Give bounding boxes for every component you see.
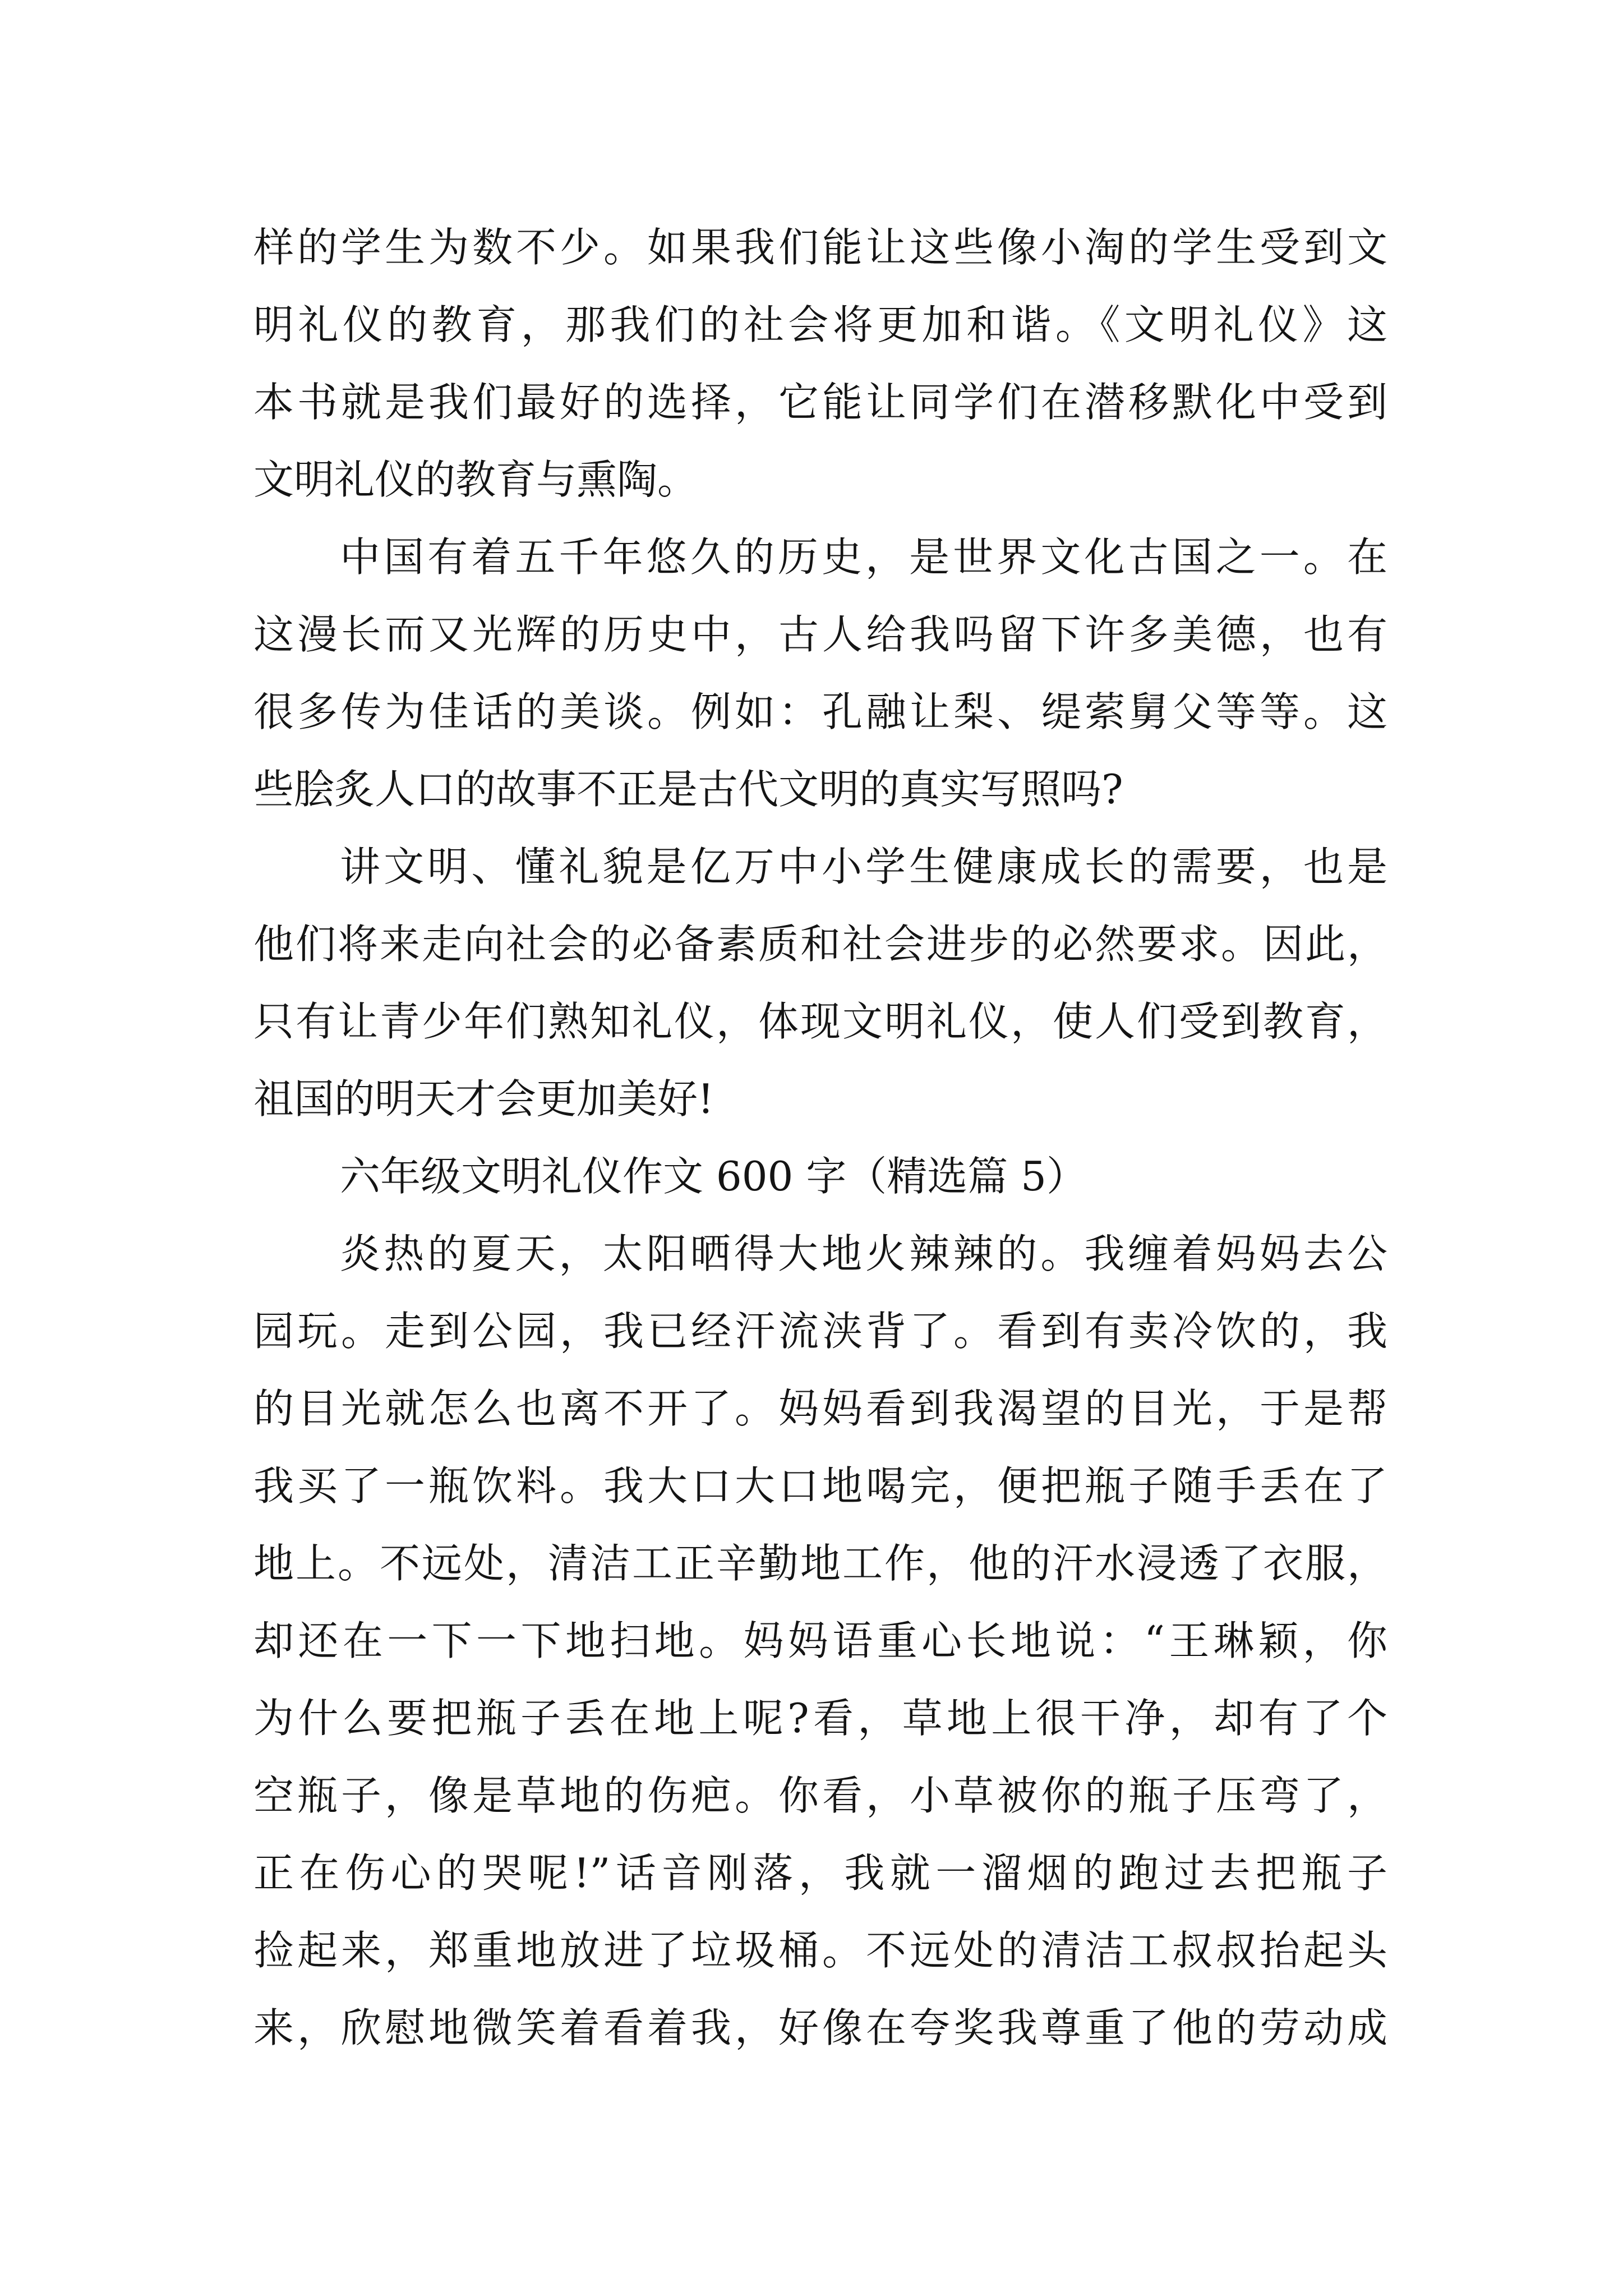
text-line: 却还在一下一下地扫地。妈妈语重心长地说：“王琳颖，你: [253, 1617, 1387, 1664]
text-line: 文明礼仪的教育与熏陶。: [253, 456, 698, 503]
text-column: [253, 209, 1387, 2067]
text-line: 讲文明、懂礼貌是亿万中小学生健康成长的需要，也是: [340, 843, 1387, 890]
paragraph: [253, 209, 1387, 518]
text-line: 炎热的夏天，太阳晒得大地火辣辣的。我缠着妈妈去公: [340, 1230, 1387, 1277]
text-line: 为什么要把瓶子丢在地上呢?看，草地上很干净，却有了个: [253, 1695, 1387, 1742]
text-line: 明礼仪的教育，那我们的社会将更加和谐。《文明礼仪》这: [253, 301, 1387, 348]
text-line: 只有让青少年们熟知礼仪，体现文明礼仪，使人们受到教育，: [253, 998, 1387, 1045]
text-line: 的目光就怎么也离不开了。妈妈看到我渴望的目光，于是帮: [253, 1385, 1387, 1432]
text-line: 祖国的明天才会更加美好!: [253, 1075, 714, 1122]
text-line: 这漫长而又光辉的历史中，古人给我吗留下许多美德，也有: [253, 611, 1387, 658]
text-line: 捡起来，郑重地放进了垃圾桶。不远处的清洁工叔叔抬起头: [253, 1927, 1387, 1974]
text-line: 正在伤心的哭呢!”话音刚落，我就一溜烟的跑过去把瓶子: [253, 1849, 1387, 1897]
paragraph: [253, 828, 1387, 1138]
paragraph: [253, 1215, 1387, 2067]
text-line: 园玩。走到公园，我已经汗流浃背了。看到有卖冷饮的，我: [253, 1308, 1387, 1355]
text-line: 来，欣慰地微笑着看着我，好像在夸奖我尊重了他的劳动成: [253, 2004, 1387, 2051]
text-line: 我买了一瓶饮料。我大口大口地喝完，便把瓶子随手丢在了: [253, 1462, 1387, 1510]
text-line: 本书就是我们最好的选择，它能让同学们在潜移默化中受到: [253, 379, 1387, 426]
text-line: 空瓶子，像是草地的伤疤。你看，小草被你的瓶子压弯了，: [253, 1772, 1387, 1819]
text-line: 样的学生为数不少。如果我们能让这些像小淘的学生受到文: [253, 224, 1387, 271]
section-heading: 六年级文明礼仪作文 600 字（精选篇 5）: [340, 1153, 1087, 1200]
text-line: 很多传为佳话的美谈。例如：孔融让梨、缇萦舅父等等。这: [253, 688, 1387, 735]
text-line: 地上。不远处，清洁工正辛勤地工作，他的汗水浸透了衣服，: [253, 1540, 1387, 1587]
paragraph: [253, 518, 1387, 828]
text-line: 中国有着五千年悠久的历史，是世界文化古国之一。在: [340, 533, 1387, 581]
text-line: 些脍炙人口的故事不正是古代文明的真实写照吗?: [253, 766, 1123, 813]
text-line: 他们将来走向社会的必备素质和社会进步的必然要求。因此，: [253, 921, 1387, 968]
